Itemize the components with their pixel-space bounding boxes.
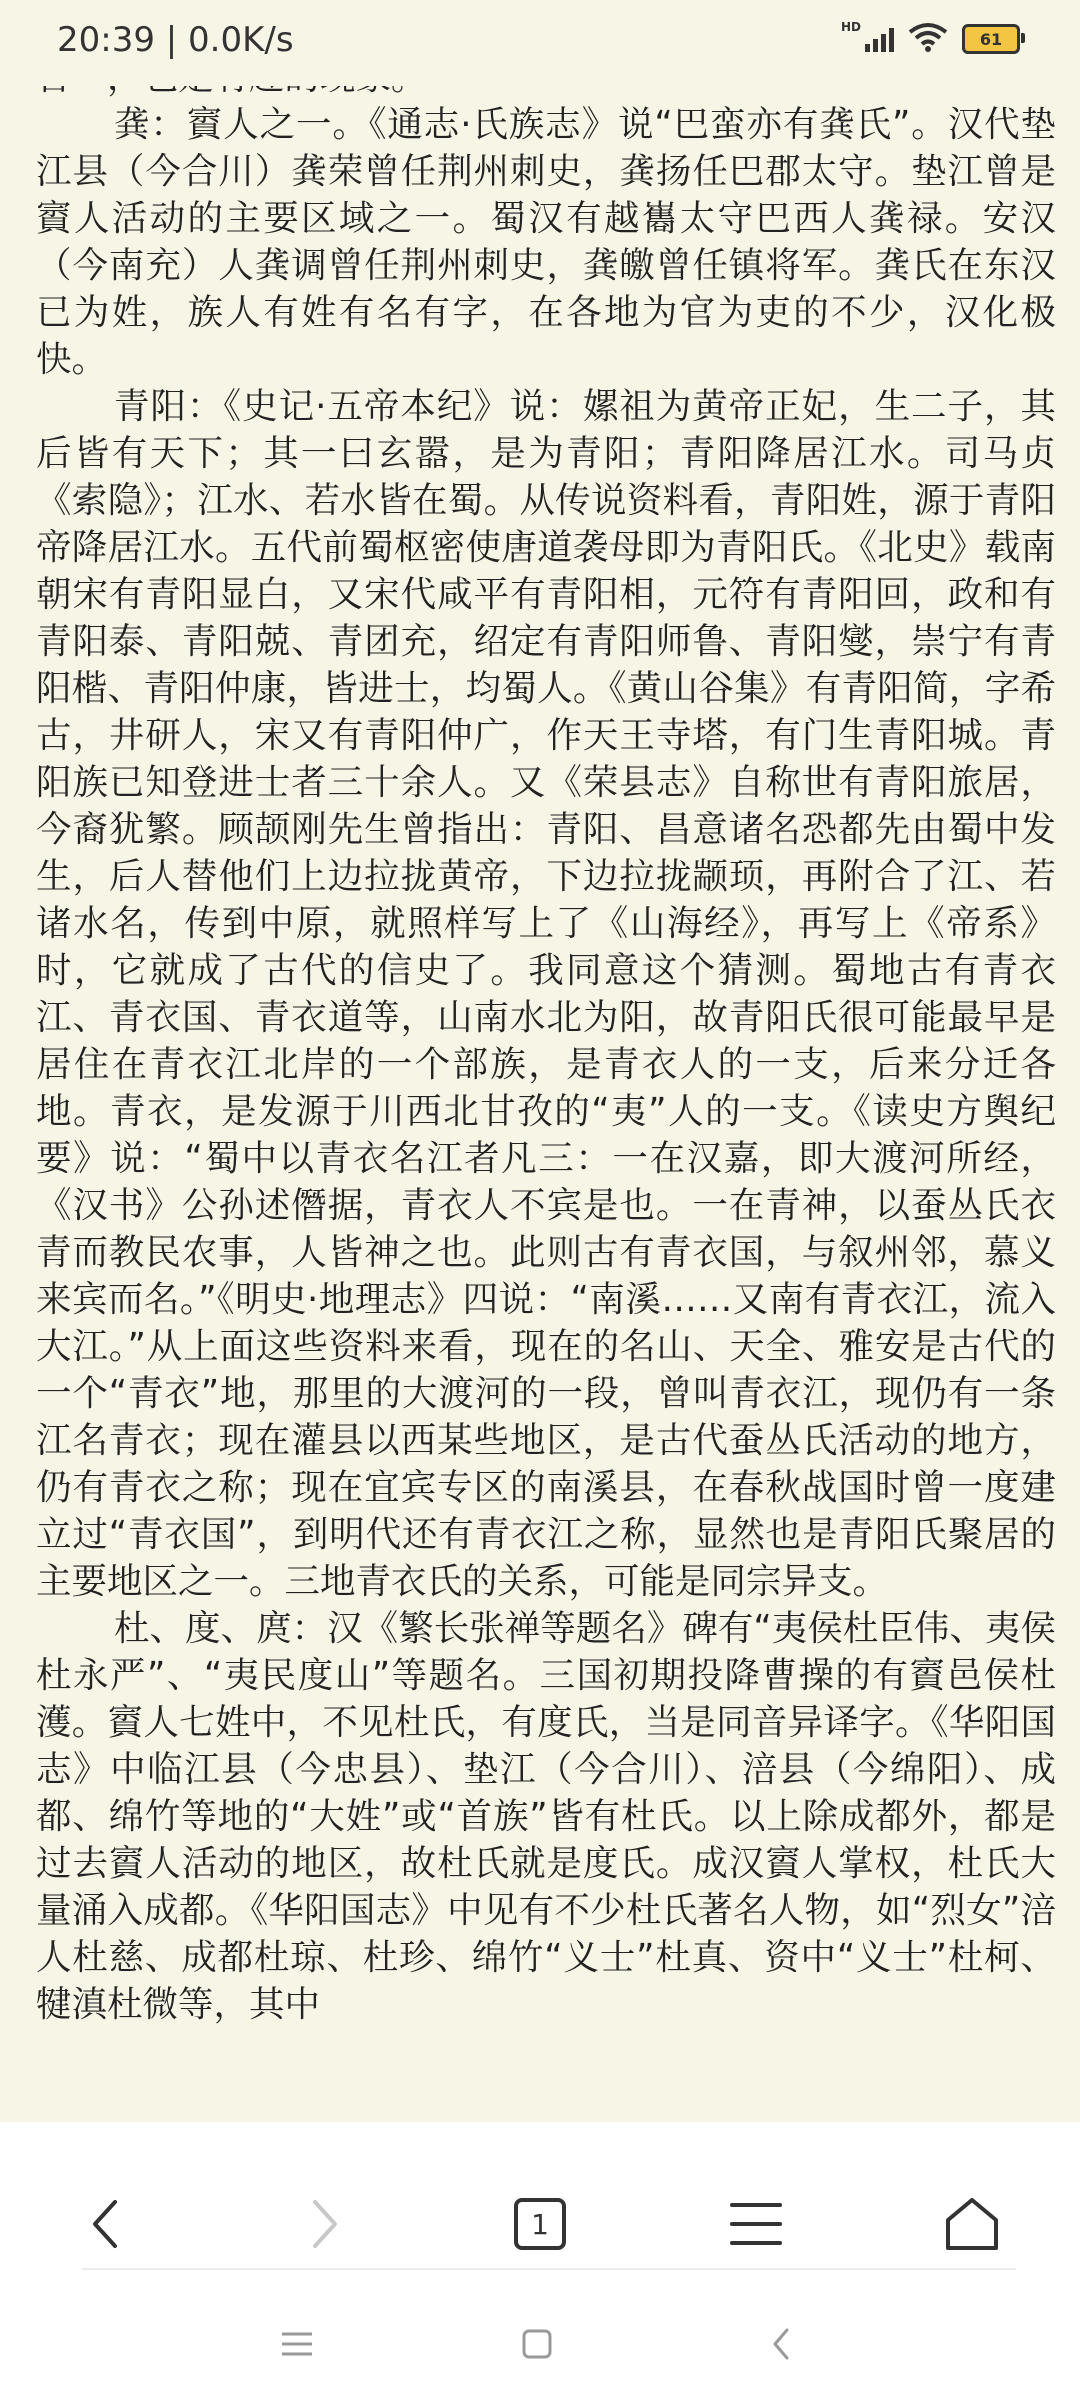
status-icons (841, 22, 1020, 56)
status-bar (0, 0, 1080, 86)
bottom-toolbar (0, 2122, 1080, 2400)
home-button[interactable] (927, 2174, 1017, 2274)
tab-count: 1 (531, 2207, 549, 2241)
menu-icon (728, 2199, 784, 2249)
article-paragraph-3: 杜、度、庹：汉《繁长张禅等题名》碑有“夷侯杜臣伟、夷侯杜永严”、“夷民度山”等题名。三国初期投降曹操的有賨邑侯杜濩。賨人七姓中，不见杜氏，有度氏，当是同音异译字。《华阳国志》中临江县（今忠县）、垫江（今合川）、涪县（今绵阳）、成都、绵竹等地的“大姓”或“首族”皆有杜氏。以上除成都外，都是过去賨人活动的地区，故杜氏就是度氏。成汉賨人掌权，杜氏大量涌入成都。《华阳国志》中见有不少杜氏著名人物，如“烈女”涪人杜慈、成都杜琼、杜珍、绵竹“义士”杜真、资中“义士”杜柯、犍滇杜微等，其中 (36, 1608, 1056, 2025)
back-icon (85, 2194, 125, 2254)
system-back-button[interactable] (746, 2314, 816, 2374)
article-paragraph-1: 龚：賨人之一。《通志·氏族志》说“巴蛮亦有龚氏”。汉代垫江县（今合川）龚荣曾任荆州刺史，龚扬任巴郡太守。垫江曾是賨人活动的主要区域之一。蜀汉有越巂太守巴西人龚禄。安汉（今南充）人龚调曾任荆州刺史，龚皦曾任镇将军。龚氏在东汉已为姓，族人有姓有名有字，在各地为官为吏的不少，汉化极快。 (36, 104, 1056, 380)
toolbar-divider (82, 2268, 1016, 2270)
forward-button[interactable] (280, 2174, 370, 2274)
wifi-icon (908, 22, 948, 56)
recents-icon (280, 2329, 314, 2359)
forward-icon (305, 2194, 345, 2254)
back-button[interactable] (60, 2174, 150, 2274)
tabs-button[interactable] (495, 2174, 585, 2274)
battery-icon (962, 24, 1020, 54)
browser-nav-row (0, 2174, 1080, 2274)
home-icon (942, 2194, 1002, 2254)
hd-label: HD (840, 20, 861, 34)
battery-level: 61 (979, 29, 1003, 49)
menu-button[interactable] (711, 2174, 801, 2274)
system-home-button[interactable] (502, 2314, 572, 2374)
system-back-icon (769, 2326, 793, 2362)
tabs-icon (514, 2198, 566, 2250)
home-square-icon (521, 2328, 553, 2360)
recents-button[interactable] (262, 2314, 332, 2374)
system-nav-bar (0, 2314, 1080, 2374)
status-time: 20:39 | 0.0K/s (57, 20, 294, 60)
article-paragraph-2: 青阳：《史记·五帝本纪》说：嫘祖为黄帝正妃，生二子，其后皆有天下；其一曰玄嚣，是为青阳；青阳降居江水。司马贞《索隐》；江水、若水皆在蜀。从传说资料看，青阳姓，源于青阳帝降居江水。五代前蜀枢密使唐道袭母即为青阳氏。《北史》载南朝宋有青阳显白，又宋代咸平有青阳相，元符有青阳回，政和有青阳泰、青阳兢、青团充，绍定有青阳师鲁、青阳燮，崇宁有青阳楷、青阳仲康，皆进士，均蜀人。《黄山谷集》有青阳简，字希古，井研人，宋又有青阳仲广，作天王寺塔，有门生青阳城。青阳族已知登进士者三十余人。又《荣县志》自称世有青阳旅居，今裔犹繁。顾颉刚先生曾指出：青阳、昌意诸名恐都先由蜀中发生，后人替他们上边拉拢黄帝，下边拉拢颛顼，再附合了江、若诸水名，传到中原，就照样写上了《山海经》，再写上《帝系》时，它就成了古代的信史了。我同意这个猜测。蜀地古有青衣江、青衣国、青衣道等，山南水北为阳，故青阳氏很可能最早是居住在青衣江北岸的一个部族，是青衣人的一支，后来分迁各地。青衣，是发源于川西北甘孜的“夷”人的一支。《读史方舆纪要》说：“蜀中以青衣名江者凡三：一在汉嘉，即大渡河所经，《汉书》公孙述僭据，青衣人不宾是也。一在青神，以蚕丛氏衣青而教民农事，人皆神之也。此则古有青衣国，与叙州邻，慕义来宾而名。”《明史·地理志》四说：“南溪……又南有青衣江，流入大江。”从上面这些资料来看，现在的名山、天全、雅安是古代的一个“青衣”地，那里的大渡河的一段，曾叫青衣江，现仍有一条江名青衣；现在灌县以西某些地区，是古代蚕丛氏活动的地方，仍有青衣之称；现在宜宾专区的南溪县，在春秋战国时曾一度建立过“青衣国”，到明代还有青衣江之称，显然也是青阳氏聚居的主要地区之一。三地青衣氏的关系，可能是同宗异支。 (36, 386, 1056, 1602)
signal-icon (865, 26, 894, 52)
article-content (36, 54, 1056, 2122)
